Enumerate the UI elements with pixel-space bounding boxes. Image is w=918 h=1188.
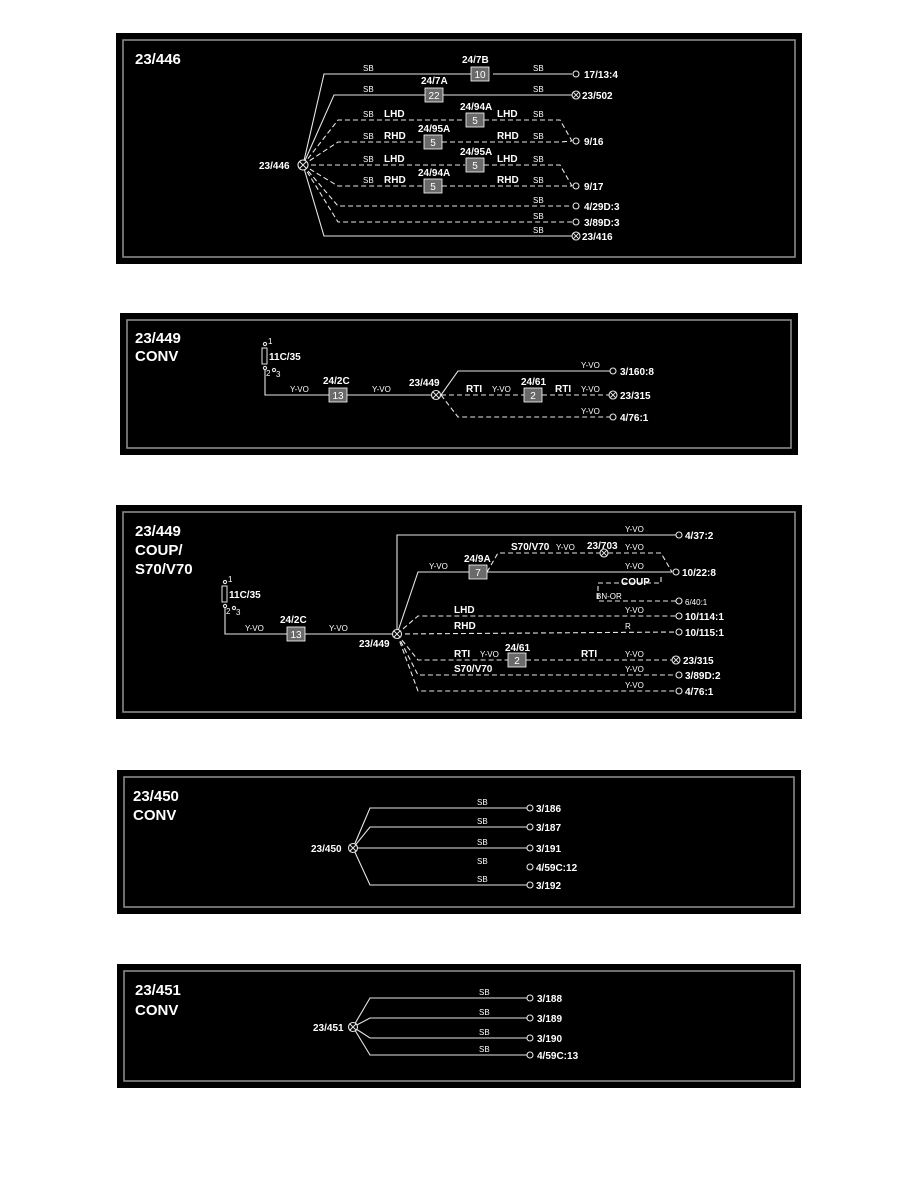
- diagram-title: COUP/: [135, 542, 183, 559]
- fuse-pin: 1: [268, 337, 273, 346]
- terminal-circle: [527, 995, 533, 1001]
- wire-color-label: Y-VO: [290, 385, 309, 394]
- wire-color-label: BN-OR: [596, 592, 622, 601]
- wire-color-label: Y-VO: [625, 525, 644, 534]
- component-label: 24/94A: [418, 168, 451, 179]
- terminal-circle: [573, 138, 579, 144]
- component-label: 24/61: [505, 643, 531, 654]
- connector-label: 3/191: [536, 844, 562, 855]
- rti-tag: RTI: [454, 649, 471, 660]
- fuse-pin: 2: [266, 369, 271, 378]
- diagram-title: 23/451: [135, 982, 181, 999]
- variant-tag: LHD: [497, 109, 518, 120]
- wire-color-label: R: [625, 622, 631, 631]
- terminal-circle: [676, 613, 682, 619]
- variant-tag: LHD: [454, 605, 475, 616]
- connector-label: 4/59C:12: [536, 863, 578, 874]
- variant-tag: RHD: [497, 175, 519, 186]
- wire-color-label: SB: [533, 176, 544, 185]
- component-box-number: 5: [472, 161, 478, 172]
- variant-tag: S70/V70: [454, 664, 493, 675]
- wire-color-label: Y-VO: [625, 681, 644, 690]
- terminal-circle: [610, 414, 616, 420]
- wire-color-label: SB: [533, 64, 544, 73]
- component-box-number: 13: [290, 630, 302, 641]
- rti-tag: RTI: [581, 649, 598, 660]
- terminal-circle: [676, 598, 682, 604]
- splice-hub: [432, 391, 441, 400]
- component-label: 24/61: [521, 377, 547, 388]
- diagram-title: 23/446: [135, 51, 181, 68]
- connector-label: 4/76:1: [620, 413, 649, 424]
- fuse-label: 11C/35: [269, 352, 301, 363]
- wire-color-label: Y-VO: [556, 543, 575, 552]
- variant-tag: S70/V70: [511, 542, 550, 553]
- connector-label: 23/315: [683, 656, 714, 667]
- hub-label: 23/449: [359, 639, 390, 650]
- wire-color-label: SB: [363, 64, 374, 73]
- rti-tag: RTI: [466, 384, 483, 395]
- wire-color-label: SB: [533, 155, 544, 164]
- wire-color-label: SB: [477, 817, 488, 826]
- component-label: 24/95A: [460, 147, 493, 158]
- diagram-title: CONV: [135, 348, 179, 365]
- connector-label: 3/188: [537, 994, 563, 1005]
- wiring-diagram: [116, 33, 802, 264]
- terminal-circle: [573, 203, 579, 209]
- wire-color-label: SB: [477, 857, 488, 866]
- hub-label: 23/446: [259, 161, 290, 172]
- connector-label: 10/115:1: [685, 628, 724, 639]
- splice-hub: [393, 630, 402, 639]
- component-box-number: 5: [472, 116, 478, 127]
- wire-color-label: Y-VO: [581, 385, 600, 394]
- wire-color-label: SB: [533, 110, 544, 119]
- diagram-title: CONV: [135, 1002, 179, 1019]
- panel-frame: [124, 971, 794, 1081]
- connector-label: 3/192: [536, 881, 562, 892]
- panel-frame: [127, 320, 791, 448]
- diagram-panel-23-446: [116, 33, 802, 264]
- connector-label: 3/160:8: [620, 367, 654, 378]
- splice-label: 23/703: [587, 541, 618, 552]
- fuse-label: 11C/35: [229, 590, 261, 601]
- wire-color-label: SB: [479, 1045, 490, 1054]
- connector-label: 6/40:1: [685, 598, 708, 607]
- hub-label: 23/449: [409, 378, 440, 389]
- terminal-circle: [673, 569, 679, 575]
- wiring-diagram: [117, 964, 801, 1088]
- component-label: 24/2C: [280, 615, 307, 626]
- diagram-title: CONV: [133, 807, 177, 824]
- wire-color-label: SB: [533, 196, 544, 205]
- wire-color-label: SB: [363, 110, 374, 119]
- terminal-circle: [676, 629, 682, 635]
- wire-color-label: SB: [363, 176, 374, 185]
- terminal-circle: [527, 864, 533, 870]
- wire-color-label: Y-VO: [625, 606, 644, 615]
- diagram-title: S70/V70: [135, 561, 193, 578]
- terminal-circle: [527, 1015, 533, 1021]
- terminal-circle: [527, 1052, 533, 1058]
- wiring-diagram: [117, 770, 801, 914]
- wire-routes: [353, 808, 527, 885]
- wire-color-label: Y-VO: [625, 543, 644, 552]
- wire-color-label: Y-VO: [625, 650, 644, 659]
- wire-color-label: Y-VO: [480, 650, 499, 659]
- splice-hub: [349, 844, 358, 853]
- fuse-pin: 3: [276, 370, 281, 379]
- component-label: 24/2C: [323, 376, 350, 387]
- diagram-panel-23-449-conv: [120, 313, 798, 455]
- variant-tag: RHD: [384, 175, 406, 186]
- terminal-circle: [527, 824, 533, 830]
- wire-color-label: Y-VO: [329, 624, 348, 633]
- connector-label: 23/315: [620, 391, 651, 402]
- connector-label: 23/502: [582, 91, 613, 102]
- component-box-number: 5: [430, 182, 436, 193]
- fuse-pin: 2: [226, 607, 231, 616]
- panel-frame: [124, 777, 794, 907]
- component-box-number: 22: [428, 91, 440, 102]
- wire-color-label: SB: [363, 155, 374, 164]
- wire-color-label: Y-VO: [492, 385, 511, 394]
- wire-color-label: Y-VO: [429, 562, 448, 571]
- diagram-panel-23-449-coup: [116, 505, 802, 719]
- wire-color-label: SB: [533, 85, 544, 94]
- splice-hub: [349, 1023, 358, 1032]
- wire-routes: [353, 998, 527, 1055]
- panel-frame: [123, 40, 795, 257]
- connector-label: 4/59C:13: [537, 1051, 579, 1062]
- wire-color-label: SB: [363, 85, 374, 94]
- wire-color-label: SB: [479, 988, 490, 997]
- connector-label: 3/190: [537, 1034, 563, 1045]
- variant-tag: RHD: [454, 621, 476, 632]
- terminal-circle: [573, 71, 579, 77]
- component-box-number: 2: [514, 656, 520, 667]
- variant-tag: RHD: [384, 131, 406, 142]
- rti-tag: RTI: [555, 384, 572, 395]
- wire-color-label: Y-VO: [372, 385, 391, 394]
- wire-color-label: SB: [477, 875, 488, 884]
- terminal-circle: [610, 368, 616, 374]
- component-label: 24/94A: [460, 102, 493, 113]
- connector-label: 3/186: [536, 804, 562, 815]
- terminal-circle: [676, 672, 682, 678]
- wire-color-label: SB: [479, 1008, 490, 1017]
- connector-label: 3/187: [536, 823, 562, 834]
- splice-hub: [298, 160, 308, 170]
- wire-color-label: SB: [533, 226, 544, 235]
- terminal-circle: [676, 688, 682, 694]
- variant-tag: LHD: [384, 109, 405, 120]
- diagram-title: 23/450: [133, 788, 179, 805]
- component-label: 24/7B: [462, 55, 489, 66]
- terminal-circle: [527, 882, 533, 888]
- wire-routes: [225, 535, 676, 691]
- terminal-circle: [676, 532, 682, 538]
- wire-color-label: SB: [533, 212, 544, 221]
- connector-label: 9/16: [584, 137, 604, 148]
- wire-color-label: Y-VO: [581, 361, 600, 370]
- variant-tag: COUP: [621, 577, 650, 588]
- variant-tag: LHD: [497, 154, 518, 165]
- connector-label: 4/37:2: [685, 531, 714, 542]
- diagram-panel-23-450-conv: [117, 770, 801, 914]
- connector-label: 10/22:8: [682, 568, 716, 579]
- diagram-title: 23/449: [135, 330, 181, 347]
- wire-color-label: SB: [477, 838, 488, 847]
- hub-label: 23/450: [311, 844, 342, 855]
- variant-tag: RHD: [497, 131, 519, 142]
- terminal-circle: [573, 183, 579, 189]
- wire-color-label: Y-VO: [581, 407, 600, 416]
- terminal-circle: [573, 219, 579, 225]
- connector-label: 4/29D:3: [584, 202, 620, 213]
- connector-label: 10/114:1: [685, 612, 724, 623]
- connector-label: 23/416: [582, 232, 613, 243]
- component-box-number: 10: [474, 70, 486, 81]
- hub-label: 23/451: [313, 1023, 344, 1034]
- component-label: 24/9A: [464, 554, 491, 565]
- component-box-number: 13: [332, 391, 344, 402]
- wire-color-label: Y-VO: [245, 624, 264, 633]
- terminal-circle: [527, 845, 533, 851]
- terminal-circle: [527, 805, 533, 811]
- variant-tag: LHD: [384, 154, 405, 165]
- connector-label: 3/89D:2: [685, 671, 721, 682]
- fuse-pin: 1: [228, 575, 233, 584]
- component-label: 24/95A: [418, 124, 451, 135]
- connector-label: 4/76:1: [685, 687, 714, 698]
- component-box-number: 2: [530, 391, 536, 402]
- wire-color-label: SB: [363, 132, 374, 141]
- connector-label: 17/13:4: [584, 70, 618, 81]
- wire-color-label: Y-VO: [625, 562, 644, 571]
- wire-color-label: Y-VO: [625, 665, 644, 674]
- wire-color-label: SB: [479, 1028, 490, 1037]
- component-box-number: 5: [430, 138, 436, 149]
- wiring-diagram: [120, 313, 798, 455]
- wire-color-label: SB: [477, 798, 488, 807]
- component-label: 24/7A: [421, 76, 448, 87]
- connector-label: 9/17: [584, 182, 604, 193]
- component-box-number: 7: [475, 568, 481, 579]
- wire-color-label: SB: [533, 132, 544, 141]
- connector-label: 3/189: [537, 1014, 563, 1025]
- terminal-circle: [527, 1035, 533, 1041]
- fuse-pin: 3: [236, 608, 241, 617]
- connector-label: 3/89D:3: [584, 218, 620, 229]
- wiring-diagram: [116, 505, 802, 719]
- diagram-title: 23/449: [135, 523, 181, 540]
- diagram-panel-23-451-conv: [117, 964, 801, 1088]
